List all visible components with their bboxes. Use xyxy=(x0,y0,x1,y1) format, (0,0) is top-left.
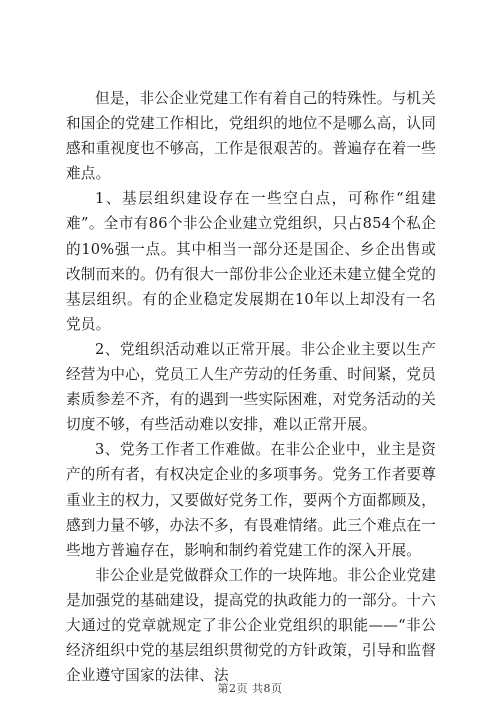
paragraph-party-worker-difficulty: 3、党务工作者工作难做。在非公企业中，业主是资产的所有者，有权决定企业的多项事务。党务工作者要尊重业主的权力，又要做好党务工作，要两个方面都顾及，感到力量不够，办法不多，有畏难情绪。此三个难点在一些地方普遍存在，影响和制约着党建工作的深入开展。 xyxy=(66,441,436,559)
body-text xyxy=(66,86,436,688)
paragraph-activity-difficulty: 2、党组织活动难以正常开展。非公企业主要以生产经营为中心，党员工人生产劳动的任务重、时间紧，党员素质参差不齐，有的遇到一些实际困难，对党务活动的关切度不够，有些活动难以安排，难以正常开展。 xyxy=(66,340,436,434)
page-number-footer: 第2页 共8页 xyxy=(217,682,283,695)
paragraph-difficulties-intro: 但是，非公企业党建工作有着自己的特殊性。与机关和国企的党建工作相比，党组织的地位不是哪么高，认同感和重视度也不够高，工作是很艰苦的。普遍存在着一些难点。 xyxy=(66,90,436,183)
paragraph-party-building-position: 非公企业是党做群众工作的一块阵地。非公企业党建是加强党的基础建设，提高党的执政能力的一部分。十六大通过的党章就规定了非公企业党组织的职能——“非公经济组织中党的基层组织贯彻党的方针政策，引导和监督企业遵守国家的法律、法 xyxy=(66,566,436,685)
paragraph-organization-building: 1、基层组织建设存在一些空白点，可称作“组建难”。全市有86个非公企业建立党组织，只占854个私企的10%强一点。其中相当一部分还是国企、乡企出售或改制而来的。仍有很大一部份非公企业还未建立健全党的基层组织。有的企业稳定发展期在10年以上却没有一名党员。 xyxy=(66,190,436,333)
